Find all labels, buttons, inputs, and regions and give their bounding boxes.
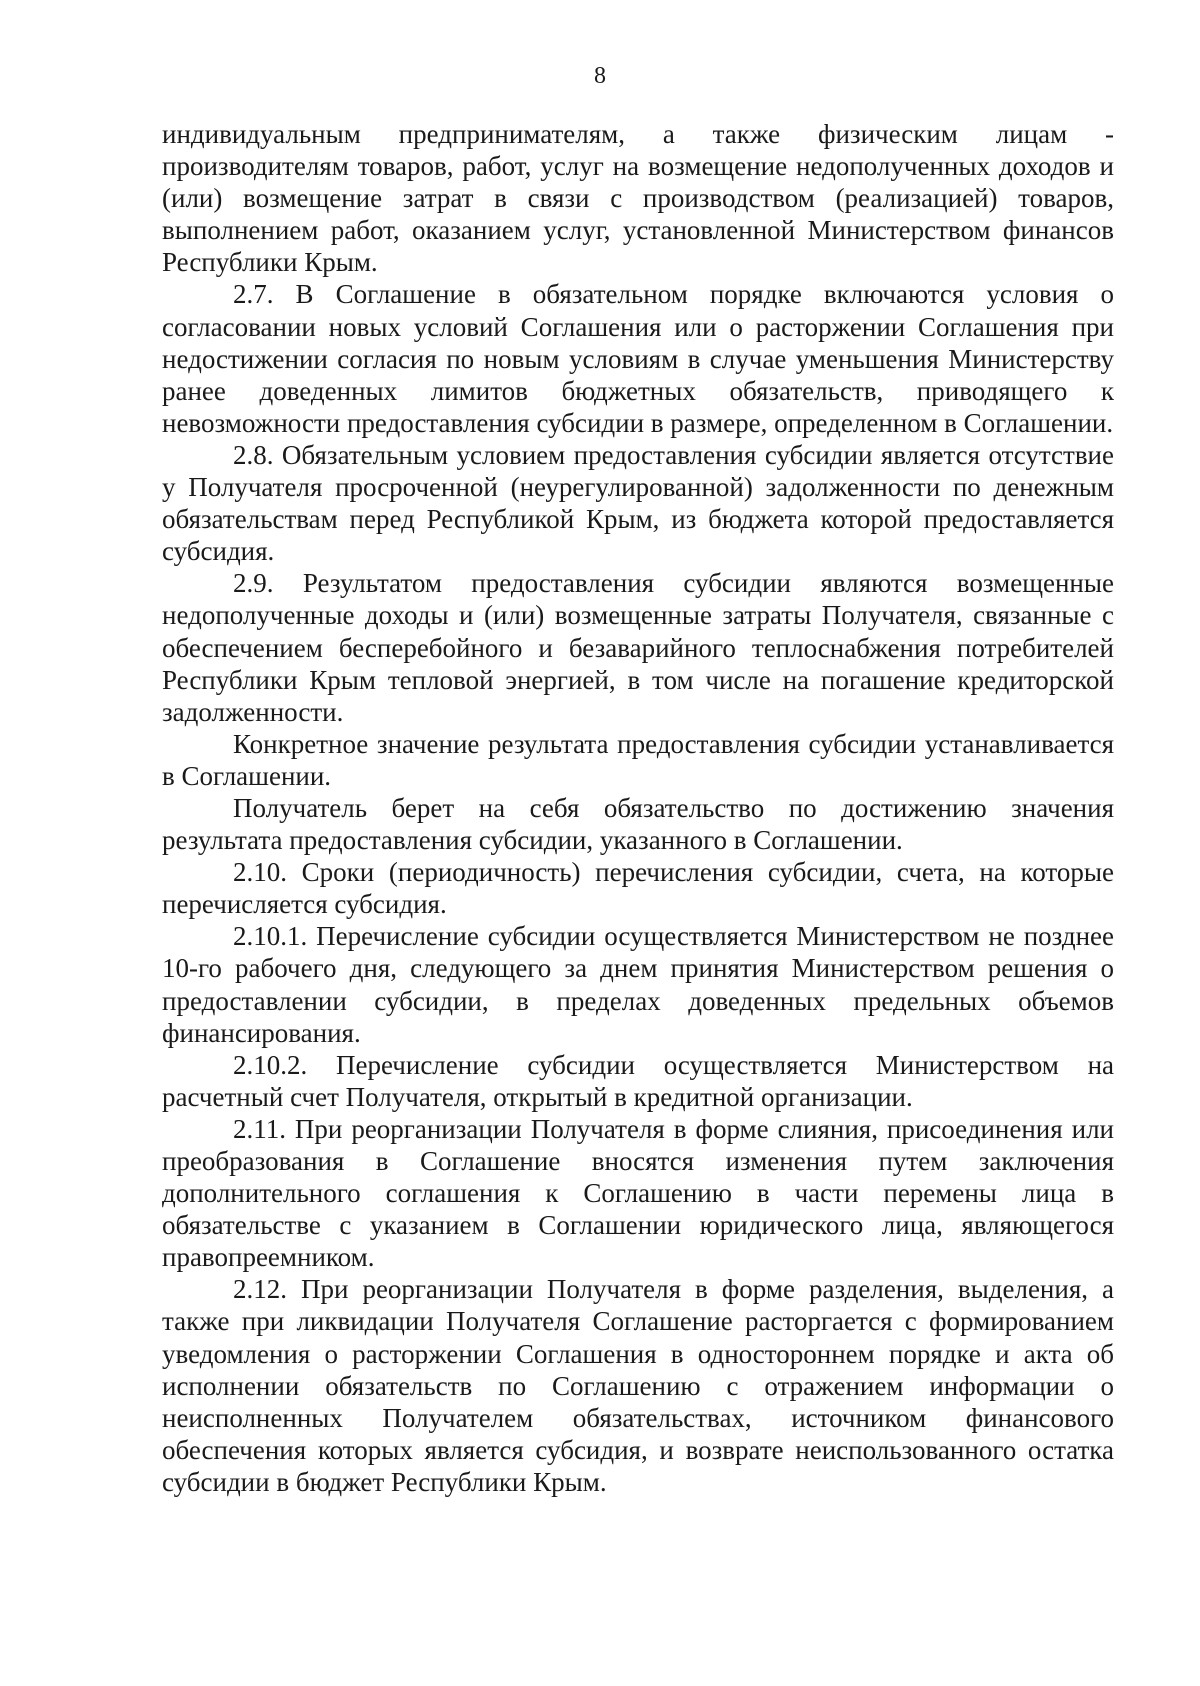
page-number: 8 bbox=[594, 63, 606, 89]
paragraph-2-8: 2.8. Обязательным условием предоставления субсидии является отсутствие у Получателя просроченной (неурегулированной) задолженности по денежным обязательствам перед Республикой Крым, из бюджета которой предоставляется субсидия. bbox=[162, 439, 1114, 567]
paragraph-2-11: 2.11. При реорганизации Получателя в форме слияния, присоединения или преобразования в Соглашение вносятся изменения путем заключения дополнительного соглашения к Соглашению в части перемены лица в обязательстве с указанием в Соглашении юридического лица, являющегося правопреемником. bbox=[162, 1113, 1114, 1273]
document-body bbox=[162, 118, 1114, 1498]
paragraph-intro: индивидуальным предпринимателям, а также физическим лицам - производителям товаров, работ, услуг на возмещение недополученных доходов и (или) возмещение затрат в связи с производством (реализацией) товаров, выполнением работ, оказанием услуг, установленной Министерством финансов Республики Крым. bbox=[162, 119, 1114, 278]
paragraph-2-7: 2.7. В Соглашение в обязательном порядке включаются условия о согласовании новых условий Соглашения или о расторжении Соглашения при недостижении согласия по новым условиям в случае уменьшения Министерству ранее доведенных лимитов бюджетных обязательств, приводящего к невозможности предоставления субсидии в размере, определенном в Соглашении. bbox=[162, 279, 1114, 438]
paragraph-2-12: 2.12. При реорганизации Получателя в форме разделения, выделения, а также при ликвидации Получателя Соглашение расторгается с формированием уведомления о расторжении Соглашения в одностороннем порядке и акта об исполнении обязательств по Соглашению с отражением информации о неисполненных Получателем обязательствах, источником финансового обеспечения которых является субсидия, и возврате неиспользованного остатка субсидии в бюджет Республики Крым. bbox=[162, 1274, 1114, 1497]
paragraph-2-10-1: 2.10.1. Перечисление субсидии осуществляется Министерством не позднее 10-го рабочего дня, следующего за днем принятия Министерством решения о предоставлении субсидии, в пределах доведенных предельных объемов финансирования. bbox=[162, 921, 1114, 1048]
paragraph-2-10-2: 2.10.2. Перечисление субсидии осуществляется Министерством на расчетный счет Получателя, открытый в кредитной организации. bbox=[162, 1049, 1114, 1112]
paragraph-2-10: 2.10. Сроки (периодичность) перечисления субсидии, счета, на которые перечисляется субсидия. bbox=[162, 857, 1114, 920]
paragraph-2-9-result-value: Конкретное значение результата предоставления субсидии устанавливается в Соглашении. bbox=[162, 728, 1114, 791]
paragraph-2-9-obligation: Получатель берет на себя обязательство по достижению значения результата предоставления субсидии, указанного в Соглашении. bbox=[162, 792, 1114, 856]
paragraph-2-9: 2.9. Результатом предоставления субсидии являются возмещенные недополученные доходы и (или) возмещенные затраты Получателя, связанные с обеспечением бесперебойного и безаварийного теплоснабжения потребителей Республики Крым тепловой энергией, в том числе на погашение кредиторской задолженности. bbox=[162, 568, 1114, 727]
